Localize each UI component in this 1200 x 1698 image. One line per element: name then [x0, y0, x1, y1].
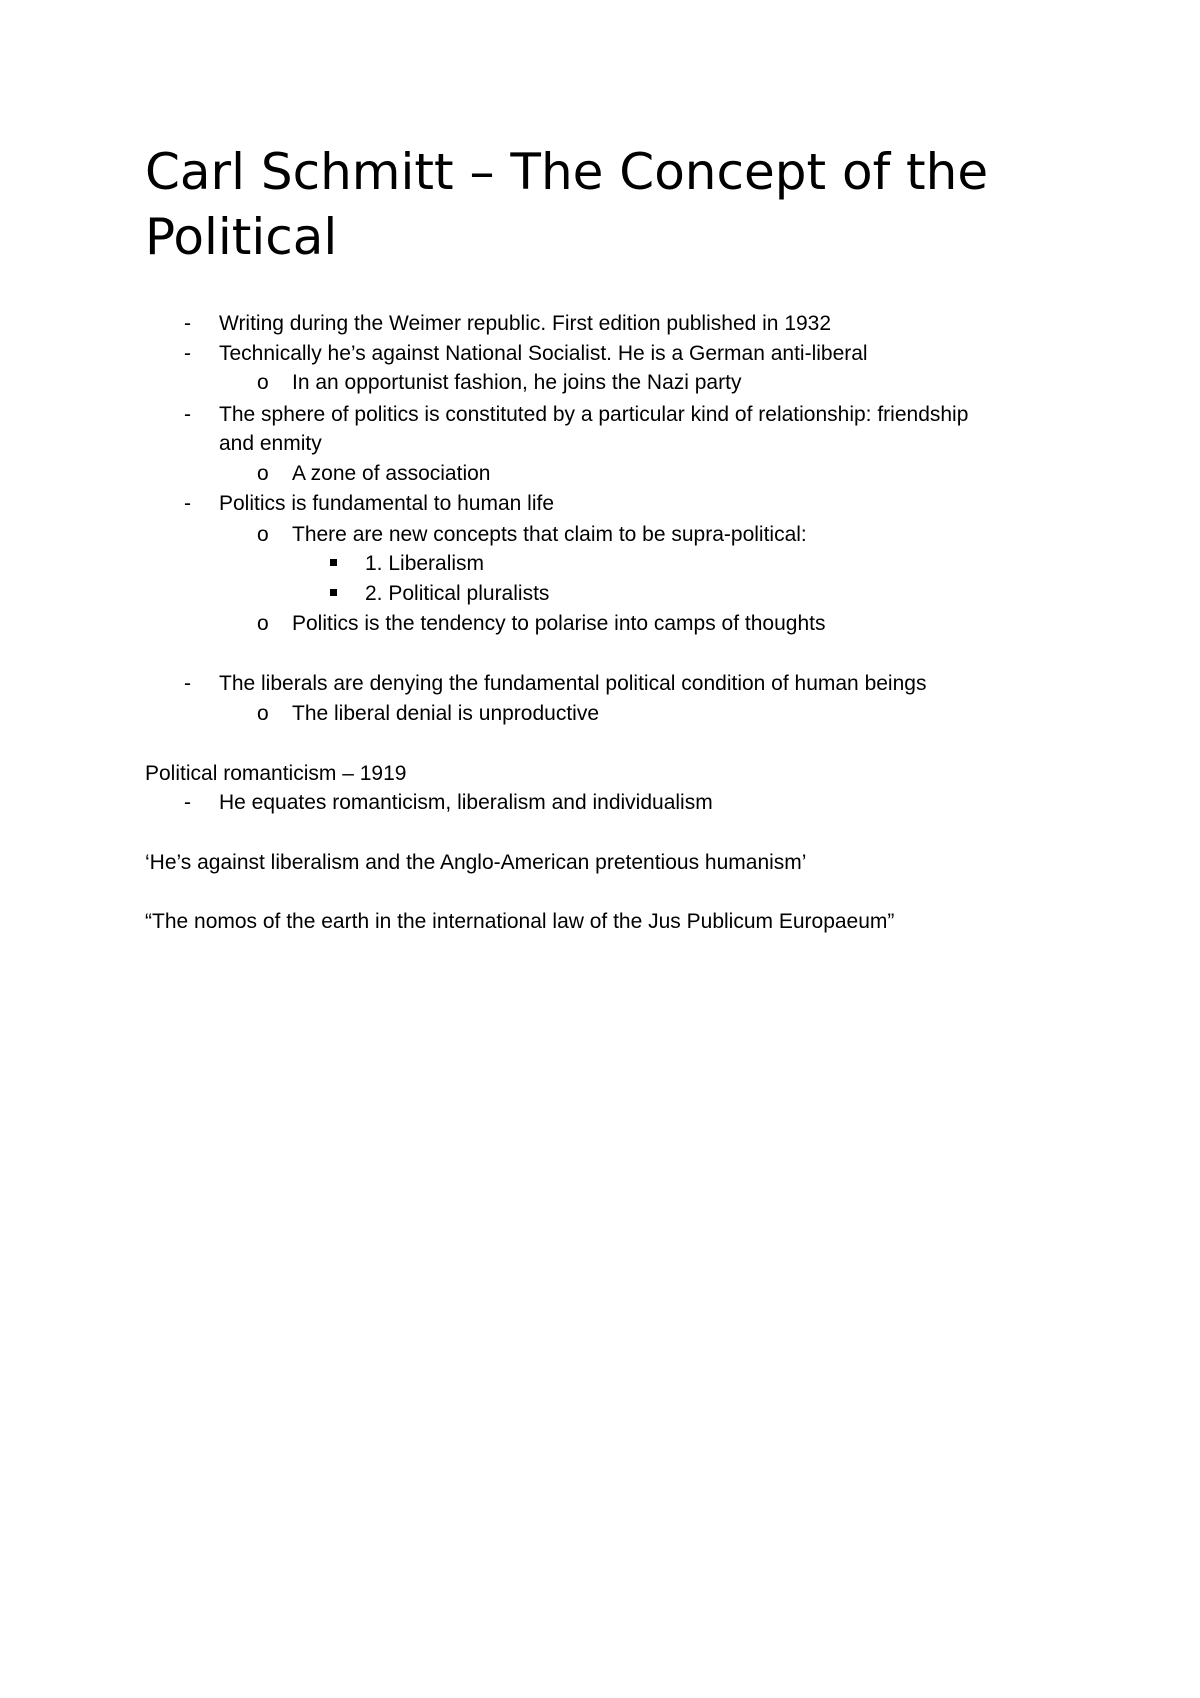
sub-bullet-zone-of-association: A zone of association	[292, 462, 491, 485]
circle-marker: o	[257, 371, 269, 394]
sub-bullet-supra-political: There are new concepts that claim to be supra-political:	[292, 523, 807, 546]
bullet-sphere-of-politics-cont: and enmity	[219, 432, 322, 455]
bullet-against-national-socialist: Technically he’s against National Socialist. He is a German anti-liberal	[219, 342, 868, 365]
bullet-sphere-of-politics: The sphere of politics is constituted by a particular kind of relationship: friendship	[219, 403, 969, 426]
circle-marker: o	[257, 523, 269, 546]
bullet-liberals-denying: The liberals are denying the fundamental political condition of human beings	[219, 672, 927, 695]
bullet-weimar: Writing during the Weimer republic. First edition published in 1932	[219, 312, 832, 335]
dash-marker: -	[184, 492, 191, 515]
circle-marker: o	[257, 612, 269, 635]
sub-bullet-nazi-party: In an opportunist fashion, he joins the Nazi party	[292, 371, 742, 394]
page-title: Carl Schmitt – The Concept of the Political	[145, 143, 989, 266]
sub-bullet-polarise: Politics is the tendency to polarise into camps of thoughts	[292, 612, 826, 635]
sub-sub-bullet-pluralists: 2. Political pluralists	[365, 582, 550, 605]
dash-marker: -	[184, 312, 191, 335]
section-heading-political-romanticism: Political romanticism – 1919	[145, 762, 407, 785]
sub-sub-bullet-liberalism: 1. Liberalism	[365, 552, 485, 575]
dash-marker: -	[184, 791, 191, 814]
sub-bullet-liberal-denial: The liberal denial is unproductive	[292, 702, 600, 725]
quote-anglo-american-humanism: ‘He’s against liberalism and the Anglo-American pretentious humanism’	[145, 851, 807, 874]
dash-marker: -	[184, 672, 191, 695]
dash-marker: -	[184, 342, 191, 365]
square-bullet-icon	[330, 559, 337, 566]
circle-marker: o	[257, 702, 269, 725]
dash-marker: -	[184, 403, 191, 426]
bullet-politics-fundamental: Politics is fundamental to human life	[219, 492, 555, 515]
square-bullet-icon	[330, 589, 337, 596]
circle-marker: o	[257, 462, 269, 485]
quote-nomos-of-the-earth: “The nomos of the earth in the international law of the Jus Publicum Europaeum”	[145, 910, 895, 933]
bullet-equates-romanticism: He equates romanticism, liberalism and individualism	[219, 791, 713, 814]
